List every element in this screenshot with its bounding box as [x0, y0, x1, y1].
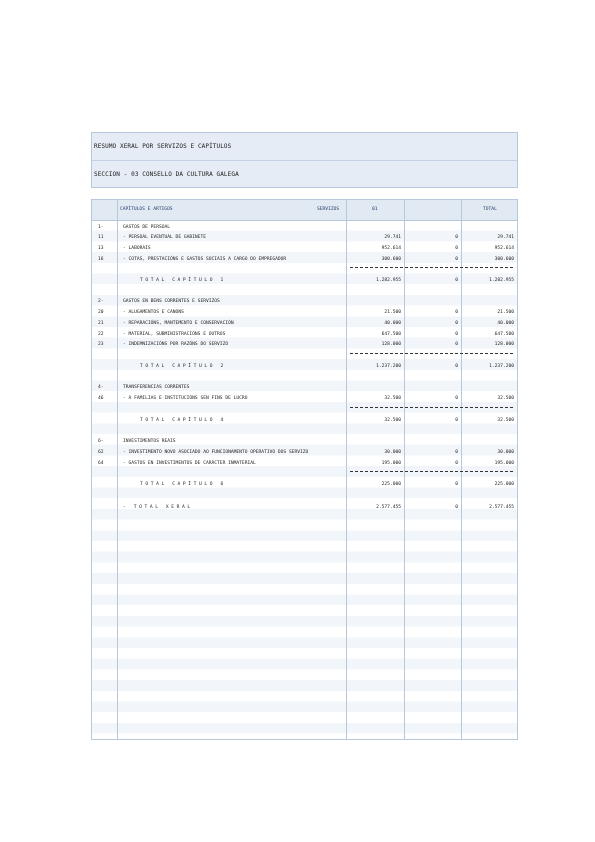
- table-row: [92, 233, 518, 243]
- row-value-total: 128.000: [494, 342, 514, 347]
- table-row: [92, 308, 518, 318]
- row-code: 64: [98, 461, 104, 466]
- row-code: 23: [98, 342, 104, 347]
- row-value-blank: 0: [455, 505, 458, 510]
- chapter-heading-row: [92, 437, 518, 447]
- col-header-01: 01: [372, 207, 378, 212]
- chapter-heading-row: [92, 297, 518, 307]
- table-row: [92, 340, 518, 350]
- row-value-blank: 0: [455, 332, 458, 337]
- row-code: 22: [98, 332, 104, 337]
- row-description: - COTAS, PRESTACIÓNS E GASTOS SOCIAIS A CARGO DO EMPREGADOR: [123, 257, 287, 262]
- row-value-total: 2.577.455: [489, 505, 514, 510]
- row-description: - INVESTIMENTO NOVO ASOCIADO AO FUNCIONAMENTO OPERATIVO DOS SERVIZO: [123, 450, 309, 455]
- chapter-total-row: [92, 416, 518, 426]
- table-row: [92, 394, 518, 404]
- row-description: - ALUGAMENTOS E CANONS: [123, 310, 184, 315]
- row-value-total: 21.500: [497, 310, 514, 315]
- row-value-blank: 0: [455, 461, 458, 466]
- row-value-total: 1.282.955: [489, 278, 514, 283]
- chapter-total-row: [92, 276, 518, 286]
- row-value-01: 30.000: [384, 450, 401, 455]
- row-description: INVESTIMENTOS REAIS: [123, 439, 176, 444]
- row-value-blank: 0: [455, 396, 458, 401]
- row-value-total: 29.741: [497, 235, 514, 240]
- row-value-blank: 0: [455, 450, 458, 455]
- row-value-01: 40.000: [384, 321, 401, 326]
- summary-table: [91, 199, 518, 740]
- col-header-total: TOTAL: [483, 207, 497, 212]
- row-value-blank: 0: [455, 257, 458, 262]
- report-title: RESUMO XERAL POR SERVIZOS E CAPÍTULOS: [94, 143, 232, 150]
- row-code: 13: [98, 246, 104, 251]
- subtotal-rule: [350, 407, 513, 408]
- chapter-total-row: [92, 480, 518, 490]
- row-value-total: 952.614: [494, 246, 514, 251]
- row-description: TOTAL CAPÍTULO 1: [140, 278, 226, 283]
- table-row: [92, 319, 518, 329]
- row-code: 16: [98, 257, 104, 262]
- row-code: 1-: [98, 225, 104, 230]
- section-title: SECCION - 03 CONSELLO DA CULTURA GALEGA: [94, 171, 239, 178]
- row-value-01: 32.500: [384, 418, 401, 423]
- row-value-total: 30.000: [497, 450, 514, 455]
- table-row: [92, 330, 518, 340]
- row-description: TOTAL CAPÍTULO 4: [140, 418, 226, 423]
- row-value-total: 32.500: [497, 418, 514, 423]
- table-row: [92, 255, 518, 265]
- row-description: - PERSOAL EVENTUAL DE GABINETE: [123, 235, 206, 240]
- col-header-services: SERVIZOS: [317, 207, 340, 212]
- row-value-01: 300.600: [381, 257, 401, 262]
- row-description: - MATERIAL, SUBMINISTRACIÓNS E OUTROS: [123, 332, 226, 337]
- row-value-01: 1.237.200: [376, 364, 401, 369]
- row-value-total: 32.500: [497, 396, 514, 401]
- row-value-blank: 0: [455, 310, 458, 315]
- row-value-01: 647.500: [381, 332, 401, 337]
- header-divider: [92, 160, 517, 161]
- row-value-total: 195.000: [494, 461, 514, 466]
- row-code: 62: [98, 450, 104, 455]
- row-value-01: 1.282.955: [376, 278, 401, 283]
- report-header: [91, 132, 518, 188]
- row-code: 11: [98, 235, 104, 240]
- row-code: 2-: [98, 299, 104, 304]
- row-value-01: 225.000: [381, 482, 401, 487]
- row-value-total: 225.000: [494, 482, 514, 487]
- row-value-blank: 0: [455, 246, 458, 251]
- row-code: 4-: [98, 385, 104, 390]
- row-value-blank: 0: [455, 235, 458, 240]
- row-description: - A FAMILIAS E INSTITUCIÓNS SEN FINS DE LUCRO: [123, 396, 248, 401]
- subtotal-rule: [350, 267, 513, 268]
- row-description: - INDEMNIZACIÓNS POR RAZÓNS DO SERVIZO: [123, 342, 229, 347]
- row-value-blank: 0: [455, 342, 458, 347]
- row-value-blank: 0: [455, 321, 458, 326]
- subtotal-rule: [350, 471, 513, 472]
- chapter-heading-row: [92, 383, 518, 393]
- col-header-chapters: CAPÍTULOS E ARTIGOS: [120, 207, 173, 212]
- row-value-01: 195.000: [381, 461, 401, 466]
- row-description: GASTOS EN BENS CORRENTES E SERVIZOS: [123, 299, 220, 304]
- row-description: - REPARACIÓNS, MANTEMENTO E CONSERVACIÓN: [123, 321, 234, 326]
- row-description: TOTAL CAPÍTULO 6: [140, 482, 226, 487]
- grand-total-row: [92, 503, 518, 513]
- subtotal-rule: [350, 353, 513, 354]
- row-code: 46: [98, 396, 104, 401]
- row-value-blank: 0: [455, 278, 458, 283]
- row-description: - TOTAL XERAL: [123, 505, 193, 510]
- table-header: [92, 200, 517, 221]
- row-description: GASTOS DE PERSOAL: [123, 225, 171, 230]
- row-description: - LABORAIS: [123, 246, 151, 251]
- row-description: - GASTOS EN INVESTIMENTOS DE CARÁCTER INMATERIAL: [123, 461, 256, 466]
- row-description: TOTAL CAPÍTULO 2: [140, 364, 226, 369]
- row-value-01: 952.614: [381, 246, 401, 251]
- row-value-01: 32.500: [384, 396, 401, 401]
- row-value-total: 1.237.200: [489, 364, 514, 369]
- row-value-total: 647.500: [494, 332, 514, 337]
- row-value-01: 128.000: [381, 342, 401, 347]
- row-value-01: 29.741: [384, 235, 401, 240]
- row-value-total: 300.600: [494, 257, 514, 262]
- row-code: 6-: [98, 439, 104, 444]
- row-value-01: 2.577.455: [376, 505, 401, 510]
- row-code: 21: [98, 321, 104, 326]
- table-row: [92, 459, 518, 469]
- row-value-total: 40.000: [497, 321, 514, 326]
- row-description: TRANSFERENCIAS CORRENTES: [123, 385, 190, 390]
- chapter-heading-row: [92, 223, 518, 233]
- row-value-blank: 0: [455, 364, 458, 369]
- row-value-blank: 0: [455, 482, 458, 487]
- row-value-blank: 0: [455, 418, 458, 423]
- row-value-01: 21.500: [384, 310, 401, 315]
- chapter-total-row: [92, 362, 518, 372]
- row-code: 20: [98, 310, 104, 315]
- table-row: [92, 244, 518, 254]
- table-row: [92, 448, 518, 458]
